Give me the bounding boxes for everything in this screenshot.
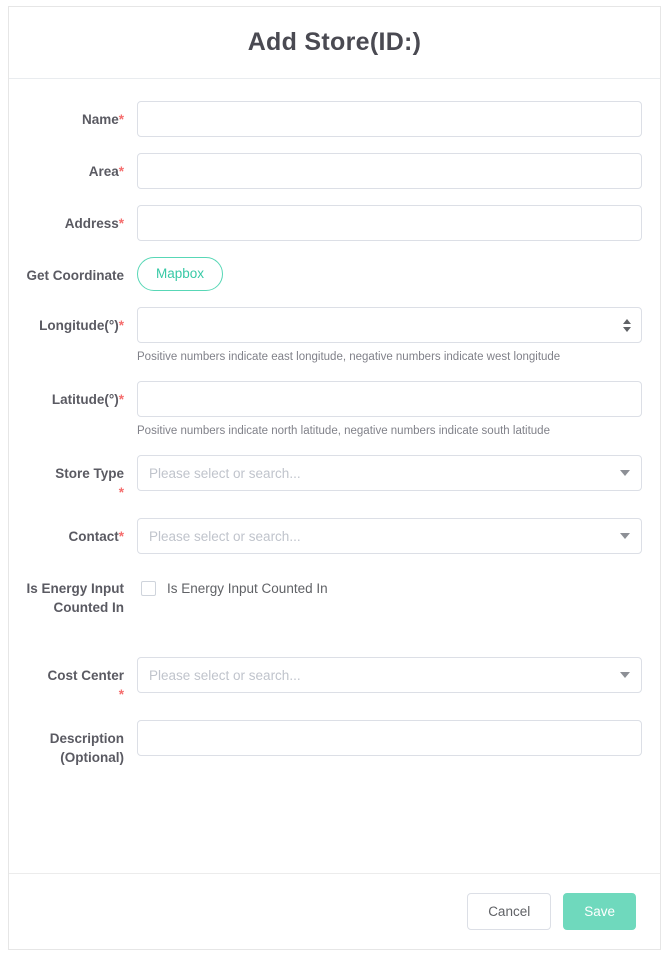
cost-center-select[interactable] [137, 657, 642, 693]
is-energy-input-counted-in-checkbox[interactable] [141, 581, 156, 596]
is-energy-input-counted-in-checkbox-label: Is Energy Input Counted In [167, 580, 328, 596]
cost-center-input[interactable] [137, 657, 642, 693]
area-field-wrap [137, 153, 642, 189]
is-energy-input-counted-in-label: Is Energy Input Counted In [26, 581, 124, 615]
cost-center-field-wrap [137, 657, 642, 693]
latitude-label [19, 381, 137, 409]
name-field-wrap [137, 101, 642, 137]
form-row-address [19, 205, 642, 241]
dialog-header [9, 7, 660, 79]
longitude-label-text: Longitude(°) [39, 318, 119, 333]
contact-select[interactable] [137, 518, 642, 554]
required-marker: * [118, 164, 124, 179]
is-energy-input-counted-in-checkbox-row[interactable] [137, 570, 642, 606]
address-label [19, 205, 137, 233]
area-label [19, 153, 137, 181]
required-marker: * [118, 318, 124, 333]
contact-field-wrap [137, 518, 642, 554]
form-row-area [19, 153, 642, 189]
longitude-input[interactable] [137, 307, 642, 343]
chevron-up-icon[interactable] [623, 319, 631, 324]
store-type-input[interactable] [137, 455, 642, 491]
chevron-down-icon[interactable] [620, 672, 630, 678]
form-row-description [19, 720, 642, 767]
form-row-latitude [19, 381, 642, 439]
address-field-wrap [137, 205, 642, 241]
is-energy-input-counted-in-field-wrap [137, 570, 642, 606]
get-coordinate-label: Get Coordinate [26, 268, 124, 283]
longitude-label [19, 307, 137, 335]
name-input[interactable] [137, 101, 642, 137]
save-button[interactable]: Save [563, 893, 636, 930]
longitude-stepper[interactable] [623, 307, 631, 343]
contact-label-text: Contact [68, 529, 119, 544]
store-type-select[interactable] [137, 455, 642, 491]
latitude-field-wrap [137, 381, 642, 439]
latitude-hint: Positive numbers indicate north latitude, negative numbers indicate south latitude [137, 425, 550, 437]
name-label-text: Name [81, 112, 119, 127]
form-row-contact [19, 518, 642, 554]
store-type-label-text: Store Type [55, 466, 124, 481]
store-type-field-wrap [137, 455, 642, 491]
cost-center-label-text: Cost Center [47, 668, 124, 683]
cancel-button[interactable]: Cancel [467, 893, 551, 930]
address-input[interactable] [137, 205, 642, 241]
add-store-dialog [8, 6, 661, 950]
dialog-footer [9, 873, 660, 949]
mapbox-button[interactable]: Mapbox [137, 257, 223, 291]
form-row-store-type [19, 455, 642, 502]
description-field-wrap [137, 720, 642, 756]
cost-center-label [19, 657, 137, 704]
address-label-text: Address [64, 216, 119, 231]
latitude-input[interactable] [137, 381, 642, 417]
area-input[interactable] [137, 153, 642, 189]
contact-label [19, 518, 137, 546]
area-label-text: Area [88, 164, 119, 179]
longitude-number-wrap [137, 307, 642, 343]
required-marker: * [118, 687, 124, 702]
form-row-get-coordinate [19, 257, 642, 291]
form-row-is-energy-input-counted-in [19, 570, 642, 617]
description-label: Description (Optional) [49, 731, 124, 765]
required-marker: * [118, 529, 124, 544]
chevron-down-icon[interactable] [623, 327, 631, 332]
contact-input[interactable] [137, 518, 642, 554]
longitude-field-wrap [137, 307, 642, 365]
latitude-label-text: Latitude(°) [51, 392, 119, 407]
name-label [19, 101, 137, 129]
required-marker: * [118, 216, 124, 231]
required-marker: * [118, 392, 124, 407]
form-row-cost-center [19, 657, 642, 704]
form-row-longitude [19, 307, 642, 365]
page-title: Add Store(ID:) [247, 28, 422, 56]
required-marker: * [118, 112, 124, 127]
required-marker: * [118, 485, 124, 500]
description-input[interactable] [137, 720, 642, 756]
get-coordinate-field-wrap [137, 257, 642, 291]
chevron-down-icon[interactable] [620, 533, 630, 539]
store-type-label [19, 455, 137, 502]
chevron-down-icon[interactable] [620, 470, 630, 476]
longitude-hint: Positive numbers indicate east longitude, negative numbers indicate west longitude [137, 351, 561, 363]
form-row-name [19, 101, 642, 137]
dialog-body [9, 79, 660, 873]
